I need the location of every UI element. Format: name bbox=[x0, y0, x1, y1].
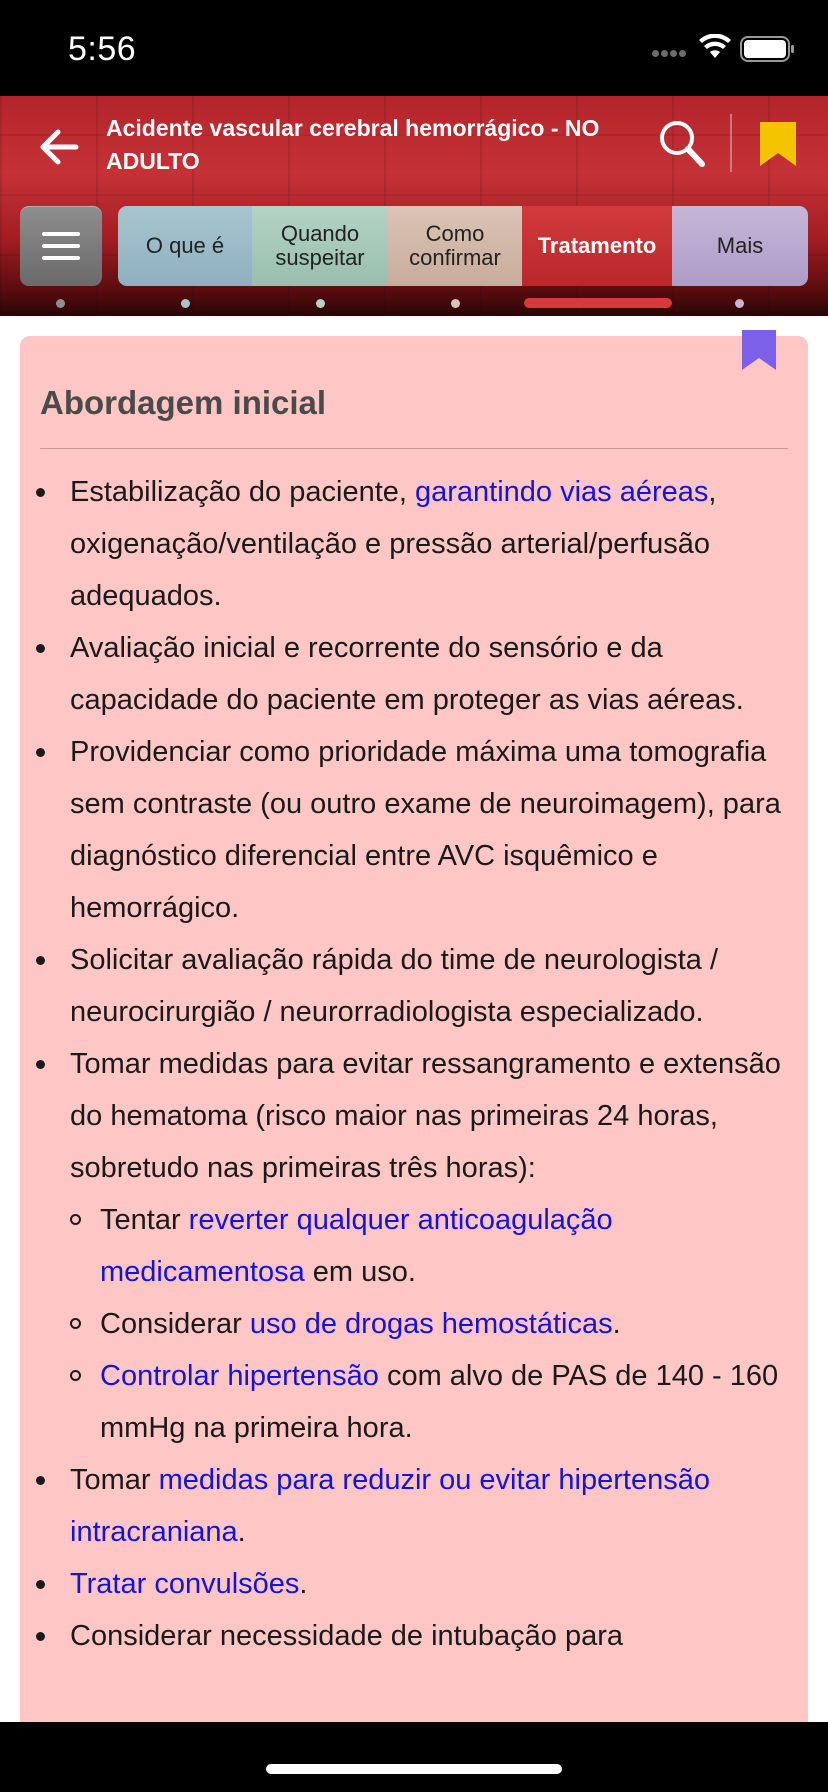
app-header bbox=[0, 96, 828, 316]
indicator-dot bbox=[451, 299, 460, 308]
active-tab-indicator bbox=[524, 298, 672, 308]
bookmark-icon[interactable] bbox=[758, 120, 798, 168]
status-time: 5:56 bbox=[68, 30, 137, 68]
indicator-dot bbox=[181, 299, 190, 308]
sub-list-item: Considerar uso de drogas hemostáticas. bbox=[70, 1298, 798, 1350]
list-item: Tomar medidas para evitar ressangramento e extensão do hematoma (risco maior nas primeiras 24 horas, sobretudo nas primeiras três horas): Tentar reverter qualquer anticoagulação medicamentosa em uso. Considerar uso de drogas hemostáticas. Controlar hipertensão com alvo de PAS de 140 - 160 mmHg na primeira hora. bbox=[28, 1038, 798, 1454]
section-title: Abordagem inicial bbox=[40, 384, 327, 421]
header-divider bbox=[730, 114, 732, 172]
section-bookmark-icon[interactable] bbox=[740, 328, 778, 372]
link-tratar-convulsoes[interactable]: Tratar convulsões bbox=[70, 1568, 300, 1600]
list-item: Tomar medidas para reduzir ou evitar hipertensão intracraniana. bbox=[28, 1454, 798, 1558]
title-divider bbox=[40, 448, 788, 449]
sub-list-item: Tentar reverter qualquer anticoagulação medicamentosa em uso. bbox=[70, 1194, 798, 1298]
cellular-signal-icon bbox=[652, 44, 688, 62]
tab-quando-suspeitar[interactable]: Quando suspeitar bbox=[252, 206, 388, 286]
link-controlar-hipertensao[interactable]: Controlar hipertensão bbox=[100, 1360, 379, 1392]
home-indicator[interactable] bbox=[266, 1764, 562, 1774]
list-item: Considerar necessidade de intubação para bbox=[28, 1610, 798, 1662]
link-hipertensao-intracraniana[interactable]: medidas para reduzir ou evitar hipertensão intracraniana bbox=[70, 1464, 710, 1548]
home-area bbox=[0, 1722, 828, 1792]
tab-indicators bbox=[0, 296, 828, 310]
sub-list-item: Controlar hipertensão com alvo de PAS de 140 - 160 mmHg na primeira hora. bbox=[70, 1350, 798, 1454]
back-arrow-icon[interactable] bbox=[34, 122, 84, 172]
page-title: Acidente vascular cerebral hemorrágico - NO ADULTO bbox=[106, 115, 600, 174]
menu-button[interactable] bbox=[20, 206, 102, 286]
list-item: Solicitar avaliação rápida do time de neurologista / neurocirurgião / neurorradiologista especializado. bbox=[28, 934, 798, 1038]
link-reverter-anticoagulacao[interactable]: reverter qualquer anticoagulação medicamentosa bbox=[100, 1204, 613, 1288]
wifi-icon bbox=[698, 34, 732, 60]
battery-icon bbox=[740, 36, 796, 62]
section-tabs bbox=[118, 206, 808, 286]
list-item: Avaliação inicial e recorrente do sensório e da capacidade do paciente em proteger as vias aéreas. bbox=[28, 622, 798, 726]
tab-como-confirmar[interactable]: Como confirmar bbox=[388, 206, 522, 286]
indicator-dot bbox=[735, 299, 744, 308]
hamburger-icon bbox=[42, 232, 80, 236]
list-item: Providenciar como prioridade máxima uma tomografia sem contraste (ou outro exame de neuroimagem), para diagnóstico diferencial entre AVC isquêmico e hemorrágico. bbox=[28, 726, 798, 934]
indicator-dot bbox=[316, 299, 325, 308]
link-garantindo-vias-aereas[interactable]: garantindo vias aéreas bbox=[415, 476, 709, 508]
tab-tratamento[interactable]: Tratamento bbox=[522, 206, 672, 286]
list-item: Estabilização do paciente, garantindo vias aéreas, oxigenação/ventilação e pressão arterial/perfusão adequados. bbox=[28, 466, 798, 622]
link-drogas-hemostaticas[interactable]: uso de drogas hemostáticas bbox=[249, 1308, 613, 1340]
search-icon[interactable] bbox=[656, 118, 708, 170]
list-item: Tratar convulsões. bbox=[28, 1558, 798, 1610]
tab-o-que-e[interactable]: O que é bbox=[118, 206, 252, 286]
tab-mais[interactable]: Mais bbox=[672, 206, 808, 286]
indicator-dot bbox=[56, 299, 65, 308]
section-body bbox=[28, 466, 798, 1662]
status-bar bbox=[0, 0, 828, 96]
